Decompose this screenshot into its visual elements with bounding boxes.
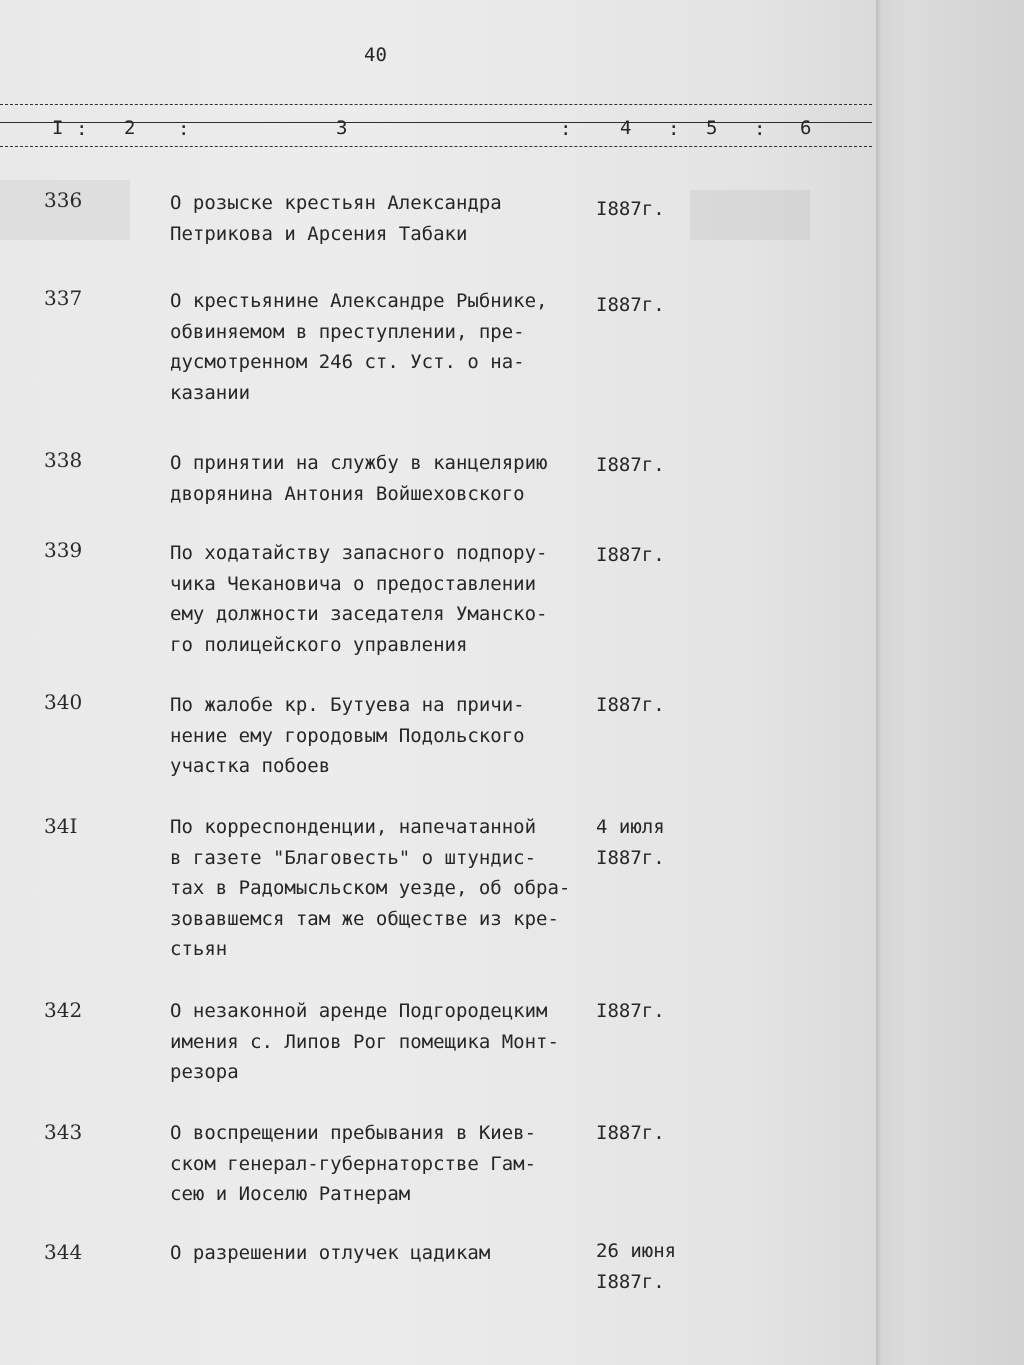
- entry-number: 34I: [44, 814, 78, 838]
- entry-date: I887г.: [596, 198, 665, 220]
- column-header-2: 2: [124, 117, 136, 139]
- column-separator: :: [178, 118, 190, 140]
- entry-title: О незаконной аренде Подгородецким имения с. Липов Рог помещика Монт- резора: [170, 1000, 559, 1083]
- column-header-3: 3: [336, 117, 348, 139]
- bleed-through-mark: [690, 190, 810, 240]
- entry-title: По ходатайству запасного подпору- чика Чекановича о предоставлении ему должности заседателя Уманско- го полицейского управления: [170, 542, 548, 656]
- column-separator: :: [76, 118, 88, 140]
- entry-date: I887г.: [596, 1000, 665, 1022]
- entry-title: По жалобе кр. Бутуева на причи- нение ему городовым Подольского участка побоев: [170, 694, 525, 777]
- column-separator: :: [668, 118, 680, 140]
- entry-number: 342: [44, 998, 83, 1022]
- entry-number: 344: [44, 1240, 83, 1264]
- entry-title: О принятии на службу в канцелярию дворянина Антония Войшеховского: [170, 452, 548, 505]
- entry-number: 337: [44, 286, 83, 310]
- entry-date: I887г.: [596, 1122, 665, 1144]
- entry-date: I887г.: [596, 454, 665, 476]
- page-number: 40: [364, 44, 387, 66]
- entry-date: 26 июня I887г.: [596, 1240, 677, 1293]
- entry-title: О крестьянине Александре Рыбнике, обвиняемом в преступлении, пре- дусмотренном 246 ст. Уст. о на- казании: [170, 290, 548, 404]
- column-header-4: 4: [620, 117, 632, 139]
- page-edge: [876, 0, 882, 1365]
- column-header-6: 6: [800, 117, 812, 139]
- entry-date: I887г.: [596, 694, 665, 716]
- column-header-1: I: [52, 117, 64, 139]
- header-rule-bottom: [0, 146, 872, 147]
- entry-title: О разрешении отлучек цадикам: [170, 1242, 491, 1264]
- entry-number: 339: [44, 538, 83, 562]
- entry-number: 336: [44, 188, 83, 212]
- entry-title: По корреспонденции, напечатанной в газете "Благовесть" о штундис- тах в Радомысльском уезде, об обра- зовавшемся там же обществе из кре- стьян: [170, 816, 571, 960]
- column-header-5: 5: [706, 117, 718, 139]
- entry-number: 338: [44, 448, 83, 472]
- column-separator: :: [754, 118, 766, 140]
- entry-date: 4 июля I887г.: [596, 816, 665, 869]
- header-rule-top: [0, 104, 872, 105]
- entry-title: О розыске крестьян Александра Петрикова и Арсения Табаки: [170, 192, 502, 245]
- entry-date: I887г.: [596, 544, 665, 566]
- entry-number: 340: [44, 690, 83, 714]
- entry-date: I887г.: [596, 294, 665, 316]
- entry-number: 343: [44, 1120, 83, 1144]
- column-separator: :: [560, 118, 572, 140]
- entry-title: О воспрещении пребывания в Киев- ском генерал-губернаторстве Гам- сею и Иоселю Ратнерам: [170, 1122, 537, 1205]
- underlying-page: [860, 0, 1024, 1365]
